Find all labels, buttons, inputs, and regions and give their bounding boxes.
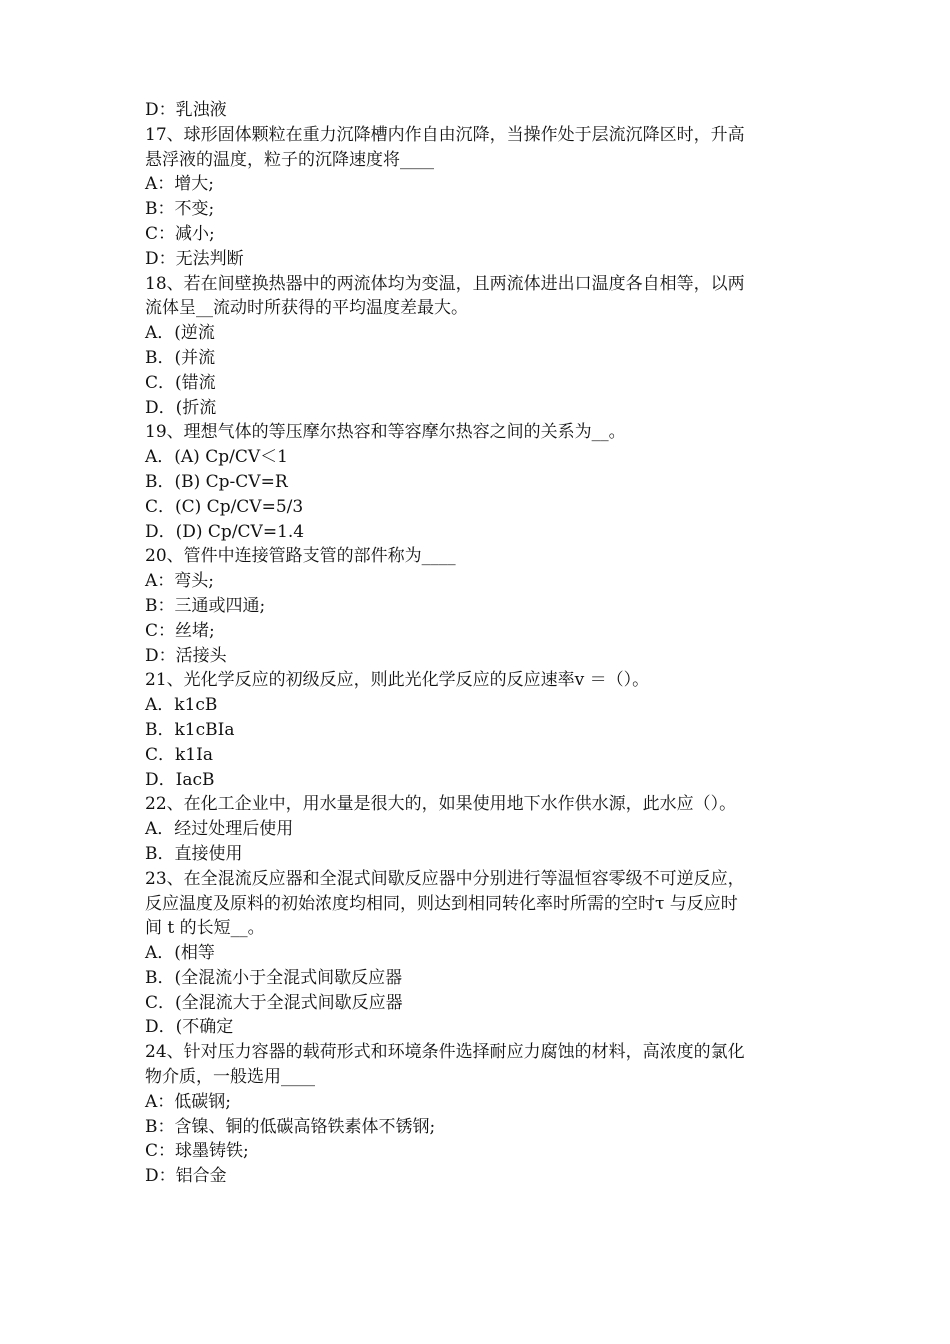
question-18-cont: 流体呈__流动时所获得的平均温度差最大。	[145, 298, 468, 319]
question-17: 17、球形固体颗粒在重力沉降槽内作自由沉降，当操作处于层流沉降区时，升高	[145, 124, 745, 145]
answer-option: C：球墨铸铁;	[145, 1141, 249, 1162]
answer-option: D：活接头	[145, 645, 227, 666]
answer-option: A．(逆流	[145, 323, 215, 344]
answer-option: B．(全混流小于全混式间歇反应器	[145, 967, 403, 988]
answer-option: D．(折流	[145, 397, 217, 418]
answer-option: B：不变;	[145, 199, 215, 220]
answer-option: C．k1Ia	[145, 744, 213, 765]
answer-option: D．IacB	[145, 769, 215, 790]
answer-option: B．(并流	[145, 347, 216, 368]
answer-option: A：弯头;	[145, 571, 215, 592]
answer-option: C．(C) Cp/CV=5/3	[145, 496, 304, 517]
answer-option: B：含镍、铜的低碳高铬铁素体不锈钢;	[145, 1116, 436, 1137]
answer-option: A．经过处理后使用	[145, 819, 294, 840]
answer-option: C．(错流	[145, 372, 216, 393]
answer-option: C．(全混流大于全混式间歇反应器	[145, 992, 403, 1013]
answer-option: A．k1cB	[145, 695, 218, 716]
question-20: 20、管件中连接管路支管的部件称为____	[145, 546, 456, 567]
question-21: 21、光化学反应的初级反应，则此光化学反应的反应速率v ＝（）。	[145, 670, 650, 691]
answer-option: D．(不确定	[145, 1017, 234, 1038]
answer-option: A：增大;	[145, 174, 215, 195]
answer-option: A．(A) Cp/CV＜1	[145, 447, 288, 468]
question-24-cont: 物介质，一般选用____	[145, 1067, 315, 1088]
answer-option: A：低碳钢;	[145, 1091, 232, 1112]
question-23: 23、在全混流反应器和全混式间歇反应器中分别进行等温恒容零级不可逆反应，	[145, 868, 745, 889]
answer-option: A．(相等	[145, 943, 215, 964]
answer-option: C：减小;	[145, 223, 215, 244]
document-body	[145, 98, 815, 1189]
question-23-cont: 间 t 的长短__。	[145, 918, 265, 939]
question-17-cont: 悬浮液的温度，粒子的沉降速度将____	[145, 149, 434, 170]
answer-option: D：乳浊液	[145, 100, 227, 120]
answer-option: C：丝堵;	[145, 620, 215, 641]
question-18: 18、若在间壁换热器中的两流体均为变温，且两流体进出口温度各自相等，以两	[145, 273, 745, 294]
question-19: 19、理想气体的等压摩尔热容和等容摩尔热容之间的关系为__。	[145, 422, 626, 443]
answer-option: B．(B) Cp-CV=R	[145, 471, 288, 492]
answer-option: D．(D) Cp/CV=1.4	[145, 521, 305, 542]
answer-option: B：三通或四通;	[145, 595, 266, 616]
answer-option: D：铝合金	[145, 1166, 227, 1187]
question-24: 24、针对压力容器的载荷形式和环境条件选择耐应力腐蚀的材料，高浓度的氯化	[145, 1042, 745, 1063]
answer-option: B．k1cBIa	[145, 719, 235, 740]
answer-option: B．直接使用	[145, 843, 243, 864]
answer-option: D：无法判断	[145, 248, 244, 269]
question-22: 22、在化工企业中，用水量是很大的，如果使用地下水作供水源，此水应（）。	[145, 794, 737, 815]
question-23-cont: 反应温度及原料的初始浓度均相同，则达到相同转化率时所需的空时τ 与反应时	[145, 893, 738, 914]
